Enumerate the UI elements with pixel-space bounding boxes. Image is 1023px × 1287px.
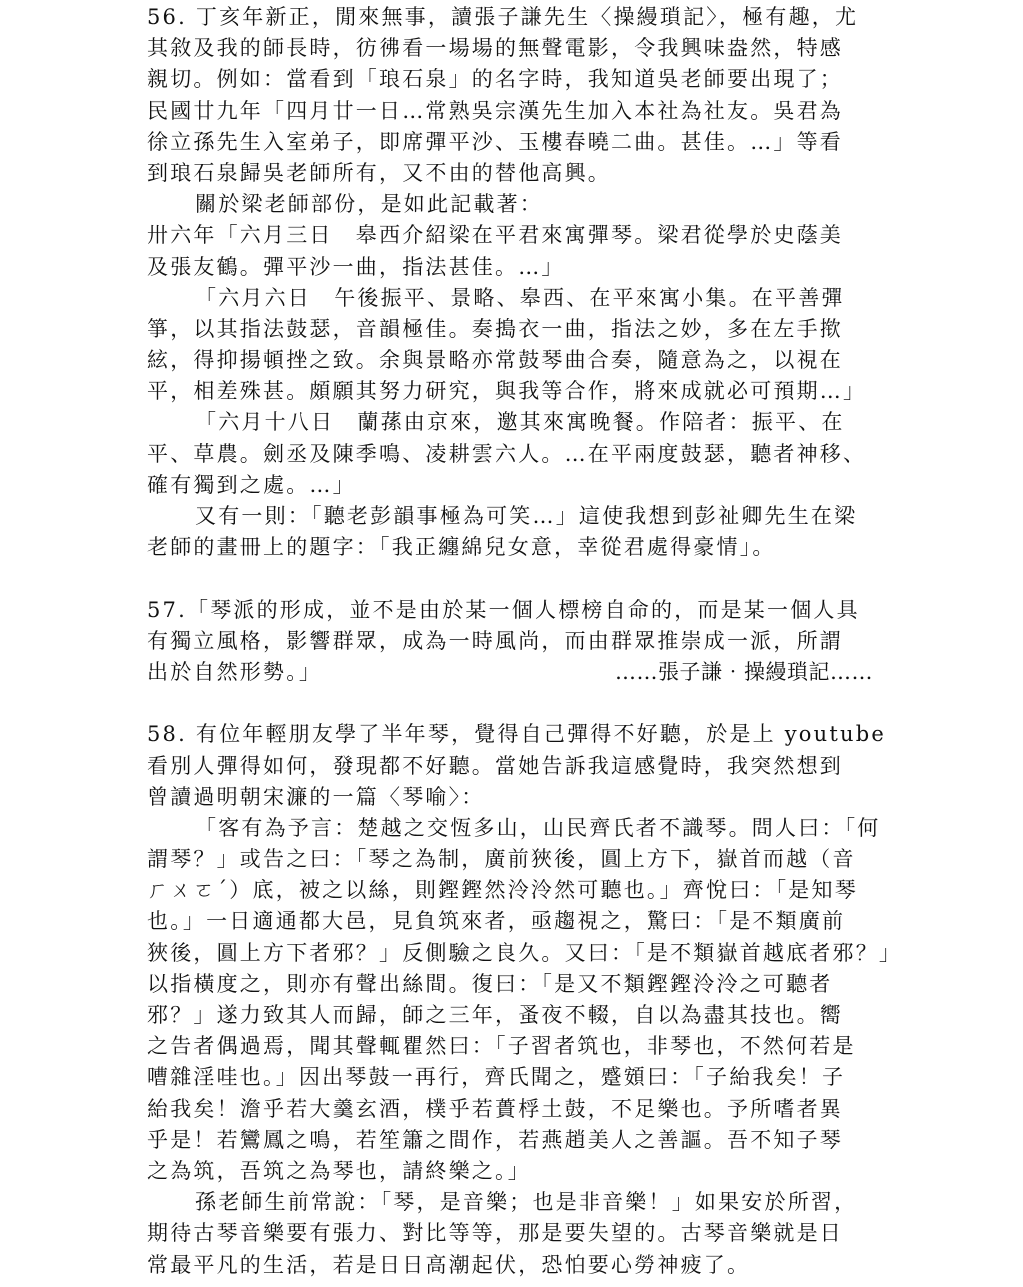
text-line: 「六月十八日 蘭蓀由京來，邀其來寓晚餐。作陪者：振平、在 [195, 410, 845, 435]
text-line: 乎是！若鸞鳳之鳴，若笙簫之間作，若燕趙美人之善謳。吾不知子琴 [147, 1127, 843, 1152]
text-line: 親切。例如：當看到「琅石泉」的名字時，我知道吳老師要出現了； [147, 67, 843, 92]
text-line: 嘈雜淫哇也。」因出琴鼓一再行，齊氏聞之，蹙頞曰：「子紿我矣！子 [147, 1065, 846, 1090]
text-line-with-source [147, 657, 877, 688]
text-line: 及張友鶴。彈平沙一曲，指法甚佳。…」 [147, 254, 565, 279]
text-line: ㄏㄨㄛˊ）底，被之以絲，則鏗鏗然泠泠然可聽也。」齊悅曰：「是知琴 [147, 878, 858, 903]
text-line: 邪？」遂力致其人而歸，師之三年，蚤夜不輟，自以為盡其技也。嚮 [147, 1003, 843, 1027]
text-line: 紿我矣！澹乎若大羹玄酒，樸乎若蕢桴土鼓，不足樂也。予所嗜者異 [147, 1096, 843, 1121]
text-line: 也。」一日適通都大邑，見負筑來者，亟趨視之，驚曰：「是不類廣前 [147, 909, 846, 934]
text-line: 「六月六日 午後振平、景略、皋西、在平來寓小集。在平善彈 [195, 285, 845, 310]
section-57 [147, 595, 877, 689]
text-line: 其敘及我的師長時，彷彿看一場場的無聲電影，令我興味盎然，特感 [147, 36, 843, 61]
section-58 [147, 719, 903, 1280]
text-line: 期待古琴音樂要有張力、對比等等，那是要失望的。古琴音樂就是日 [147, 1221, 843, 1246]
text-line: 看別人彈得如何，發現都不好聽。當她告訴我這感覺時，我突然想到 [147, 753, 843, 778]
text-line: 徐立孫先生入室弟子，即席彈平沙、玉樓春曉二曲。甚佳。…」等看 [147, 129, 843, 154]
text-line: 民國廿九年「四月廿一日…常熟吳宗漢先生加入本社為社友。吳君為 [147, 98, 843, 123]
text-line: 老師的畫冊上的題字：「我正纏綿兒女意，幸從君處得豪情」。 [147, 535, 776, 560]
text-line: 到琅石泉歸吳老師所有，又不由的替他高興。 [147, 160, 611, 185]
text-line: 曾讀過明朝宋濂的一篇〈琴喻〉： [147, 784, 485, 809]
text-line: 孫老師生前常說：「琴，是音樂；也是非音樂！」如果安於所習， [195, 1190, 858, 1215]
text-line: 絃，得抑揚頓挫之致。余與景略亦常鼓琴曲合奏，隨意為之，以視在 [147, 348, 843, 373]
section-spacer [147, 563, 877, 594]
text-line: 「客有為予言：楚越之交恆多山，山民齊氏者不識琴。問人曰：「何 [195, 815, 881, 840]
text-line: 確有獨到之處。…」 [147, 472, 356, 497]
text-line: 又有一則：「聽老彭韻事極為可笑…」這使我想到彭祉卿先生在梁 [195, 504, 858, 528]
text-line: 56. 丁亥年新正，閒來無事，讀張子謙先生〈操縵瑣記〉，極有趣，尤 [147, 5, 859, 29]
text-line: 關於梁老師部份，是如此記載著： [195, 192, 543, 217]
text-line: 以指橫度之，則亦有聲出絲間。復曰：「是又不類鏗鏗泠泠之可聽者 [147, 971, 833, 996]
section-spacer [147, 688, 877, 719]
text-line: 之告者偶過焉，聞其聲輒瞿然曰：「子習者筑也，非琴也，不然何若是 [147, 1034, 856, 1059]
text-line: 有獨立風格，影響群眾，成為一時風尚，而由群眾推崇成一派，所謂 [147, 628, 843, 653]
text-line: 出於自然形勢。」 [147, 659, 323, 684]
text-line: 箏，以其指法鼓瑟，音韻極佳。奏搗衣一曲，指法之妙，多在左手揿 [147, 316, 843, 341]
document-page [147, 2, 903, 1281]
section-56 [147, 2, 877, 563]
text-line: 58. 有位年輕朋友學了半年琴，覺得自己彈得不好聽，於是上 youtube [147, 722, 887, 747]
text-line: 之為筑，吾筑之為琴也，請終樂之。」 [147, 1158, 531, 1183]
text-line: 狹後，圓上方下者邪？」反側驗之良久。又曰：「是不類嶽首越底者邪？」 [147, 940, 903, 965]
text-line: 平，相差殊甚。頗願其努力研究，與我等合作，將來成就必可預期…」 [147, 379, 867, 404]
text-line: 57.「琴派的形成，並不是由於某一個人標榜自命的，而是某一個人具 [147, 597, 860, 622]
text-line: 常最平凡的生活，若是日日高潮起伏，恐怕要心勞神疲了。 [147, 1252, 751, 1277]
text-line: 謂琴？」或告之曰：「琴之為制，廣前狹後，圓上方下，嶽首而越（音 [147, 847, 856, 872]
text-line: 卅六年「六月三日 皋西介紹梁在平君來寓彈琴。梁君從學於史蔭美 [147, 223, 843, 248]
source-citation: ……張子謙‧操縵瑣記…… [615, 659, 873, 684]
text-line: 平、草農。劍丞及陳季鳴、凌耕雲六人。…在平兩度鼓瑟，聽者神移、 [147, 441, 867, 466]
